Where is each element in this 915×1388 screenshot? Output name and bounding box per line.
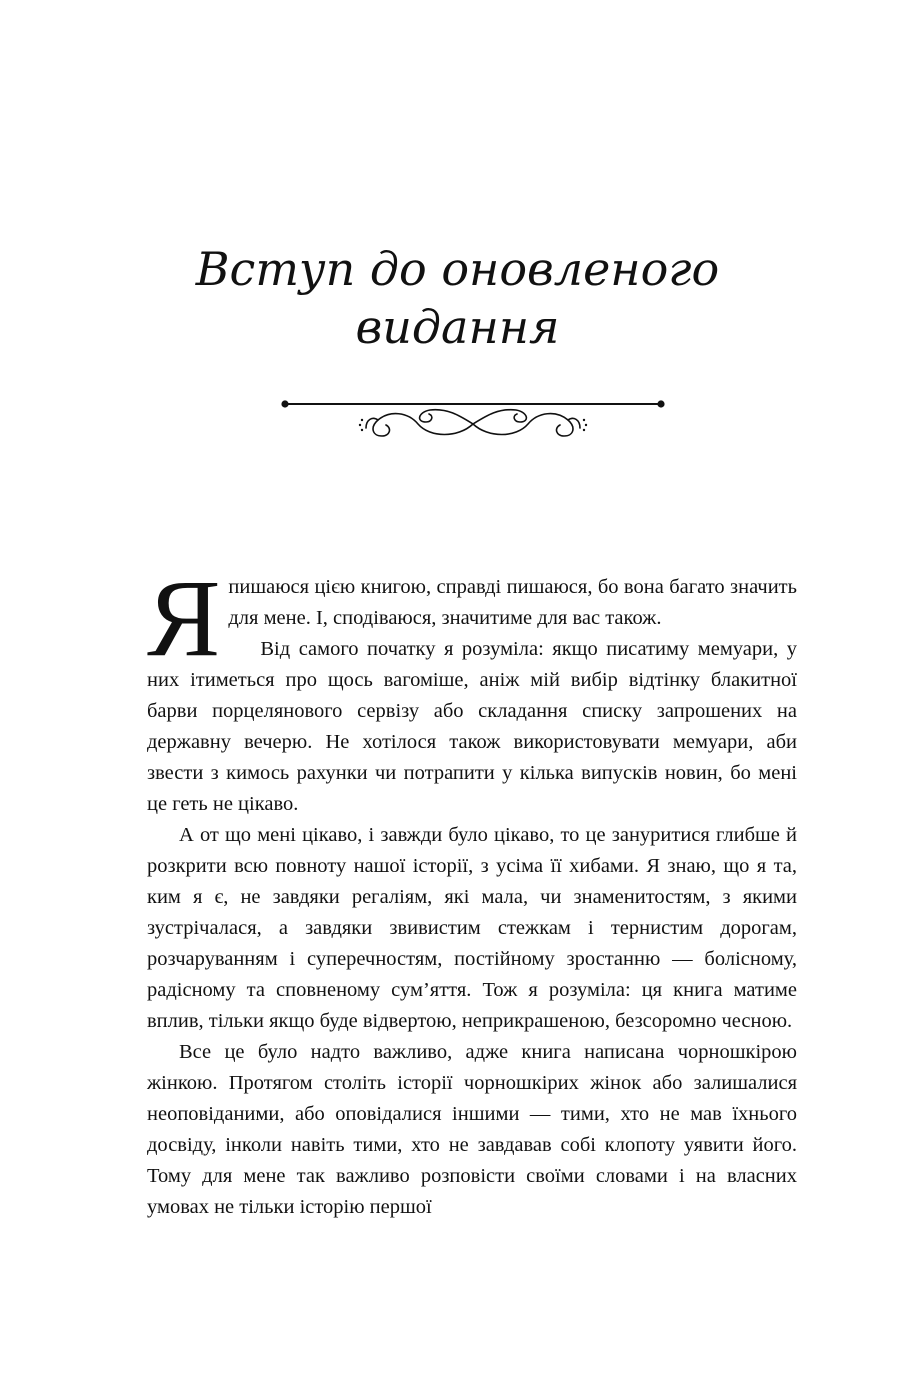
flourish-divider-icon <box>280 394 666 444</box>
paragraph-3: А от що мені цікаво, і завжди було цікаво, то це зануритися глибше й розкрити всю повноту нашої історії, з усіма її хибами. Я знаю, що я та, ким я є, не завдяки регаліям, які мала, чи знаменитостям, з якими зустрічалася, а завдяки звивистим стежкам і тернистим дорогам, розчаруванням і суперечностям, постійному зростанню — болісному, радісному та сповненому сум’яття. Тож я розуміла: ця книга матиме вплив, тільки якщо буде відвертою, неприкрашеною, безсоромно чесною. <box>147 824 797 1032</box>
drop-cap: Я <box>147 557 221 679</box>
paragraph-4: Все це було надто важливо, адже книга написана чорношкірою жінкою. Протягом століть історії чорношкірих жінок або залишалися неоповіданими, або оповідалися іншими — тими, хто не мав їхнього досвіду, інколи навіть тими, хто не завдавав собі клопоту уявити його. Тому для мене так важливо розповісти своїми словами і на власних умовах не тільки історію першої <box>147 1041 797 1218</box>
paragraph-1 <box>147 557 797 679</box>
chapter-title-line-1: Вступ до оновленого <box>195 242 720 296</box>
chapter-title <box>0 240 915 356</box>
paragraph-2: Від самого початку я розуміла: якщо писатиму мемуари, у них ітиметься про щось вагоміше, аніж мій вибір відтінку блакитної барви порцелянового сервізу або складання списку запрошених на державну вечерю. Не хотілося також використовувати мемуари, аби звести з кимось рахунки чи потрапити у кілька випусків новин, бо мені це геть не цікаво. <box>147 638 797 815</box>
body-text <box>147 557 797 1223</box>
chapter-title-line-2: видання <box>355 300 560 354</box>
paragraph-1-text: пишаюся цією книгою, справді пишаюся, бо вона багато значить для мене. І, сподіваюся, значитиме для вас також. <box>228 576 797 629</box>
